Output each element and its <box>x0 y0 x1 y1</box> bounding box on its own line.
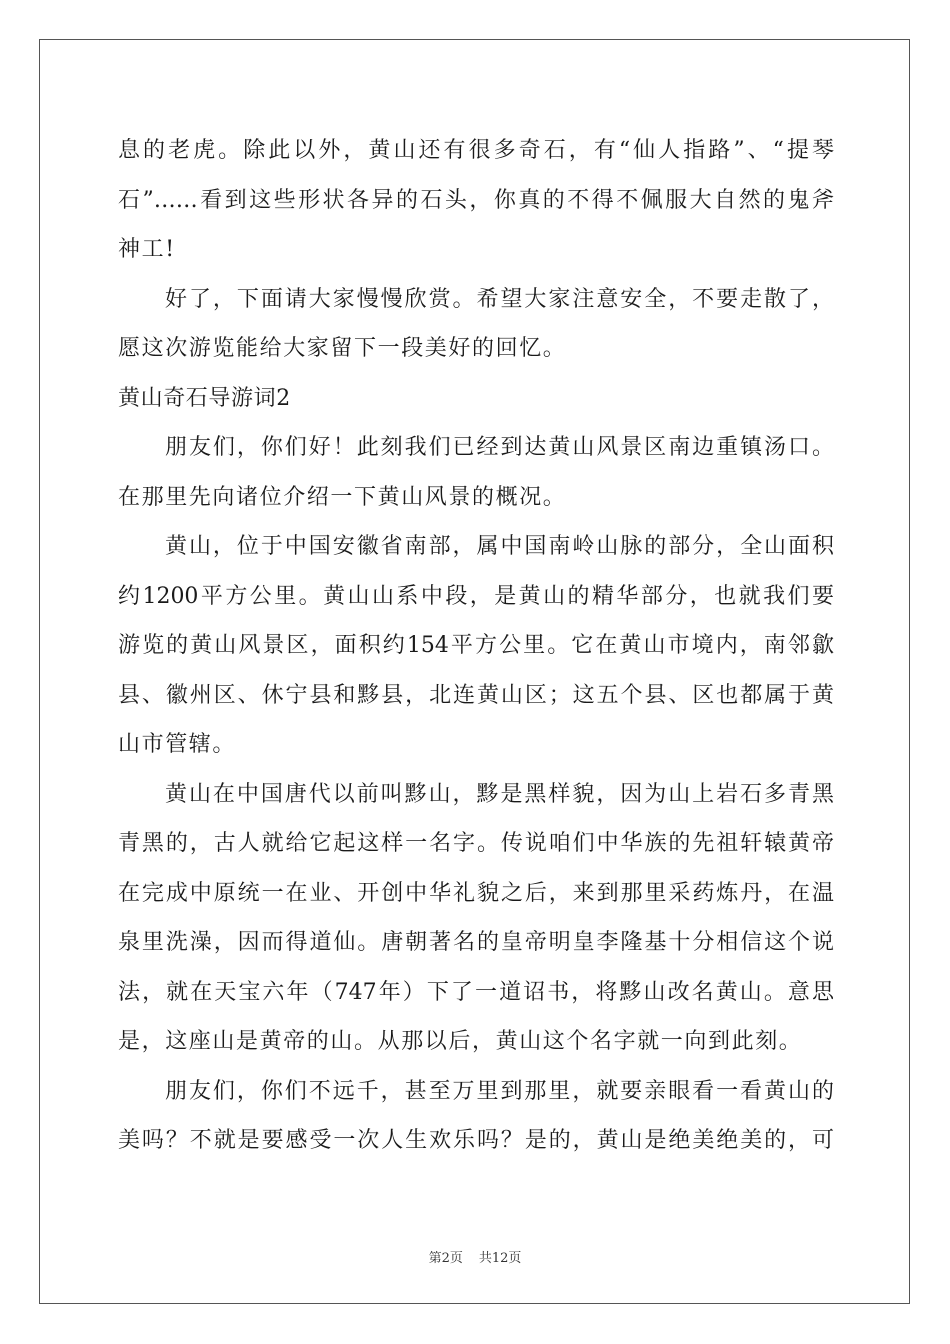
page-number: 第2页 <box>428 1251 463 1266</box>
text-line: 法，就在天宝六年（747年）下了一道诏书，将黟山改名黄山。意思 <box>118 979 834 1005</box>
text-line: 游览的黄山风景区，面积约154平方公里。它在黄山市境内，南邻歙 <box>118 633 834 658</box>
text-line: 黄山，位于中国安徽省南部，属中国南岭山脉的部分，全山面积 <box>165 534 834 559</box>
text-line: 青黑的，古人就给它起这样一名字。传说咱们中华族的先祖轩辕黄帝 <box>118 831 834 856</box>
text-line: 黄山在中国唐代以前叫黟山，黟是黑样貌，因为山上岩石多青黑 <box>165 781 834 807</box>
text-line: 县、徽州区、休宁县和黟县，北连黄山区；这五个县、区也都属于黄 <box>118 682 834 708</box>
text-line: 在那里先向诸位介绍一下黄山风景的概况。 <box>118 484 567 510</box>
text-line: 神工! <box>118 237 176 262</box>
page-total: 共12页 <box>478 1251 522 1266</box>
text-line: 美吗？不就是要感受一次人生欢乐吗？是的，黄山是绝美绝美的，可 <box>118 1128 834 1153</box>
text-line: 石”……看到这些形状各异的石头，你真的不得不佩服大自然的鬼斧 <box>118 187 834 213</box>
text-line: 在完成中原统一在业、开创中华礼貌之后，来到那里采药炼丹，在温 <box>118 880 834 906</box>
text-line: 息的老虎。除此以外，黄山还有很多奇石，有“仙人指路”、“提琴 <box>118 138 834 163</box>
text-line: 约1200平方公里。黄山山系中段，是黄山的精华部分，也就我们要 <box>118 583 834 609</box>
text-line: 好了，下面请大家慢慢欣赏。希望大家注意安全，不要走散了， <box>165 286 834 312</box>
text-line: 是，这座山是黄帝的山。从那以后，黄山这个名字就一向到此刻。 <box>118 1029 803 1054</box>
text-line: 朋友们，你们不远千，甚至万里到那里，就要亲眼看一看黄山的 <box>165 1078 834 1104</box>
text-line: 愿这次游览能给大家留下一段美好的回忆。 <box>118 336 567 361</box>
section-heading: 黄山奇石导游词2 <box>118 385 291 411</box>
page-footer <box>0 1247 950 1266</box>
document-body <box>118 126 834 1166</box>
text-line: 朋友们，你们好！此刻我们已经到达黄山风景区南边重镇汤口。 <box>165 435 834 460</box>
text-line: 泉里洗澡，因而得道仙。唐朝著名的皇帝明皇李隆基十分相信这个说 <box>118 930 834 955</box>
text-line: 山市管辖。 <box>118 732 237 757</box>
